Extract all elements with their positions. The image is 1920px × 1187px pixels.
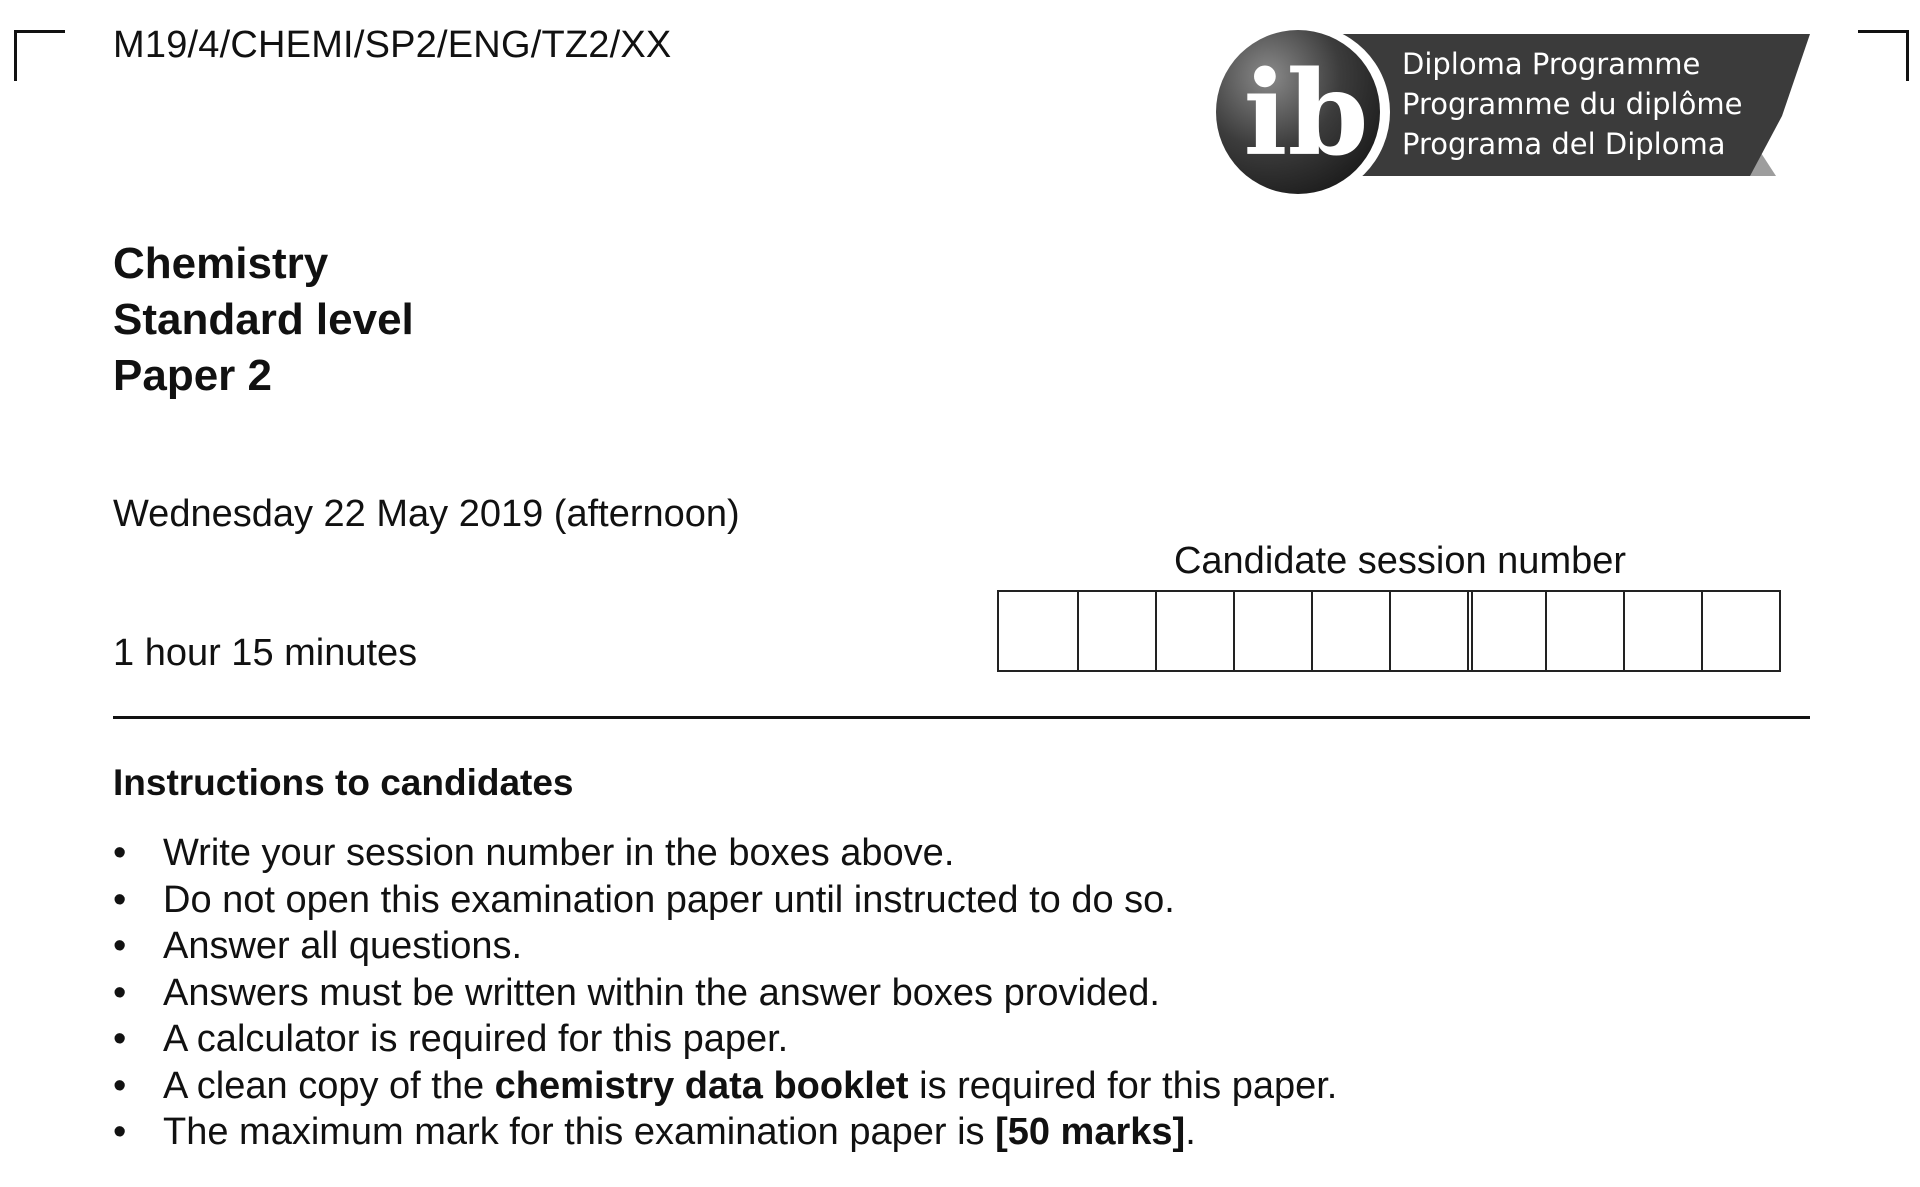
session-number-box[interactable] bbox=[1233, 592, 1311, 670]
instruction-item bbox=[113, 1109, 1337, 1156]
subject-title: Chemistry bbox=[113, 239, 329, 288]
session-number-box[interactable] bbox=[1623, 592, 1701, 670]
paper-title: Paper 2 bbox=[113, 351, 272, 400]
paper-code: M19/4/CHEMI/SP2/ENG/TZ2/XX bbox=[113, 24, 672, 66]
bullet: • bbox=[113, 832, 127, 874]
bullet: • bbox=[113, 1018, 127, 1060]
exam-title bbox=[113, 236, 414, 404]
session-number-box[interactable] bbox=[1701, 592, 1779, 670]
instruction-text: Write your session number in the boxes above. bbox=[163, 832, 955, 874]
instructions-list bbox=[113, 830, 1337, 1156]
instruction-text: Answers must be written within the answer boxes provided. bbox=[163, 971, 1160, 1014]
instruction-item bbox=[113, 830, 1337, 877]
bullet: • bbox=[113, 971, 127, 1014]
instruction-text: A clean copy of the bbox=[163, 1064, 495, 1107]
session-number-box[interactable] bbox=[1389, 592, 1467, 670]
instruction-item bbox=[113, 970, 1337, 1017]
crop-mark-top-right bbox=[1858, 30, 1909, 81]
instruction-item bbox=[113, 877, 1337, 924]
session-number-box[interactable] bbox=[1467, 592, 1545, 670]
bullet: • bbox=[113, 1064, 127, 1107]
instruction-text: Do not open this examination paper until instructed to do so. bbox=[163, 878, 1175, 921]
instruction-emphasis: chemistry data booklet bbox=[494, 1064, 909, 1107]
session-number-box[interactable] bbox=[1545, 592, 1623, 670]
ib-logo bbox=[1210, 26, 1820, 198]
divider-rule bbox=[113, 716, 1810, 719]
instruction-text: is required for this paper. bbox=[908, 1064, 1338, 1107]
instruction-text: . bbox=[1185, 1111, 1196, 1153]
ib-logo-mark: ib bbox=[1243, 46, 1369, 182]
exam-duration: 1 hour 15 minutes bbox=[113, 632, 418, 674]
level-title: Standard level bbox=[113, 295, 414, 344]
logo-line-3: Programa del Diploma bbox=[1402, 127, 1726, 161]
logo-line-1: Diploma Programme bbox=[1402, 47, 1701, 81]
session-number-box[interactable] bbox=[999, 592, 1077, 670]
session-number-box[interactable] bbox=[1311, 592, 1389, 670]
crop-mark-top-left bbox=[14, 30, 65, 81]
instruction-emphasis: [50 marks] bbox=[995, 1111, 1186, 1153]
bullet: • bbox=[113, 1111, 127, 1153]
instruction-item bbox=[113, 1063, 1337, 1110]
bullet: • bbox=[113, 925, 127, 967]
instruction-text: The maximum mark for this examination paper is bbox=[163, 1111, 996, 1153]
instruction-text: A calculator is required for this paper. bbox=[163, 1018, 789, 1060]
instruction-text: Answer all questions. bbox=[163, 925, 523, 967]
instruction-item bbox=[113, 923, 1337, 970]
logo-line-2: Programme du diplôme bbox=[1402, 87, 1743, 121]
bullet: • bbox=[113, 878, 127, 921]
candidate-session-label: Candidate session number bbox=[1173, 540, 1627, 582]
instructions-heading: Instructions to candidates bbox=[113, 762, 574, 803]
instruction-item bbox=[113, 1016, 1337, 1063]
candidate-session-number-boxes[interactable] bbox=[997, 590, 1781, 672]
session-number-box[interactable] bbox=[1077, 592, 1155, 670]
session-number-box[interactable] bbox=[1155, 592, 1233, 670]
exam-date: Wednesday 22 May 2019 (afternoon) bbox=[113, 493, 740, 535]
